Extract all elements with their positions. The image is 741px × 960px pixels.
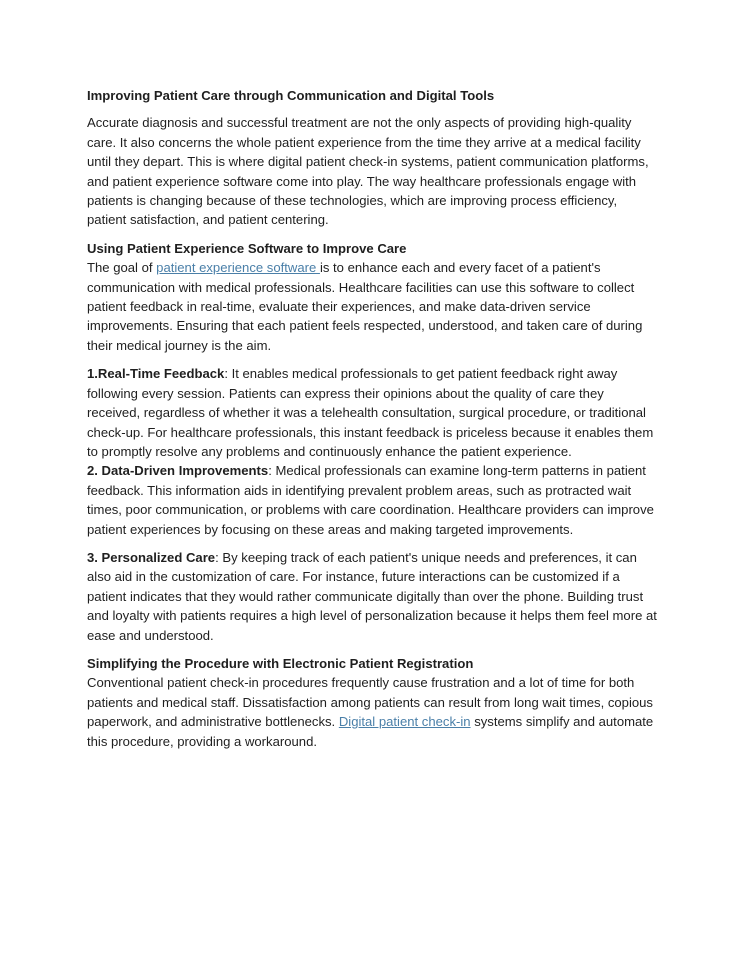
- point-text: : Medical professionals can examine long-term patterns in patient feedback. This information aids in identifying prevalent problem areas, such as protracted wait times, poor communication, or problems with care coordination. Healthcare providers can improve patient experiences by focusing on these areas and making targeted improvements.: [87, 463, 654, 537]
- paragraph-text: The goal of: [87, 260, 157, 276]
- point-text: : By keeping track of each patient's unique needs and preferences, it can also aid in the customization of care. For instance, future interactions can be customized if a patient indicates that they would rather communicate digitally than over the phone. Building trust and loyalty with patients requires a high level of personalization because it helps them feel more at ease and understood.: [87, 549, 657, 643]
- section-patient-experience: [87, 239, 657, 355]
- patient-experience-software-link[interactable]: patient experience software: [156, 260, 320, 276]
- paragraph-text: Conventional patient check-in procedures frequently cause frustration and a lot of time for both patients and medical staff. Dissatisfaction among patients can result from long wait times, copious paperwork, and administrative bottlenecks.: [87, 675, 653, 730]
- paragraph-text: systems simplify and automate this procedure, providing a workaround.: [87, 714, 654, 749]
- document-page: [87, 86, 657, 760]
- point-label: 1.Real-Time Feedback: [87, 366, 225, 382]
- paragraph-text: is to enhance each and every facet of a patient's communication with medical professionals. Healthcare facilities can use this software to collect patient feedback in real-time, evaluate their experiences, and make data-driven service improvements. Ensuring that each patient feels respected, understood, and taken care of during their medical journey is the aim.: [87, 260, 643, 353]
- point-personalized-care: [87, 548, 657, 645]
- point-data-driven-improvements: [87, 461, 657, 539]
- point-label: 3. Personalized Care: [87, 549, 216, 565]
- document-title: Improving Patient Care through Communication and Digital Tools: [87, 88, 495, 103]
- digital-check-in-link[interactable]: Digital patient check-in: [338, 714, 471, 730]
- point-label: 2. Data-Driven Improvements: [87, 463, 269, 479]
- section-electronic-registration: [87, 654, 657, 751]
- section-heading: Using Patient Experience Software to Improve Care: [87, 240, 407, 256]
- point-real-time-feedback: [87, 364, 657, 461]
- point-text: : It enables medical professionals to get patient feedback right away following every session. Patients can express their opinions about the quality of care they received, regardless of whether it was a telehealth consultation, surgical procedure, or traditional check-up. For healthcare professionals, this instant feedback is priceless because it enables them to promptly resolve any problems and continuously enhance the patient experience.: [87, 366, 654, 459]
- intro-paragraph: Accurate diagnosis and successful treatment are not the only aspects of providing high-quality care. It also concerns the whole patient experience from the time they arrive at a medical facility until they depart. This is where digital patient check-in systems, patient communication platforms, and patient experience software come into play. The way healthcare professionals engage with patients is changing because of these technologies, which are improving process efficiency, patient satisfaction, and patient centering.: [87, 115, 649, 228]
- section-heading: Simplifying the Procedure with Electronic Patient Registration: [87, 655, 474, 671]
